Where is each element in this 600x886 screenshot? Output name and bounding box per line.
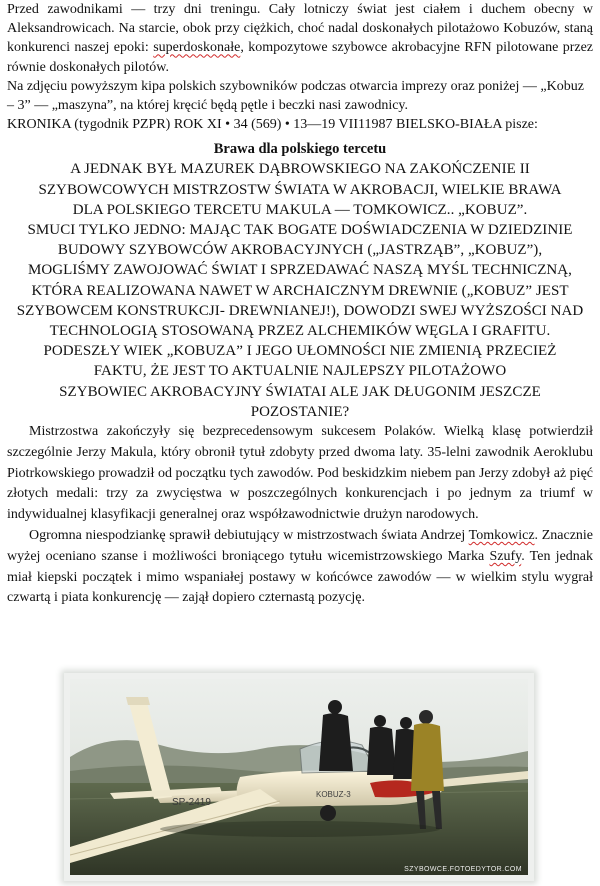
intro-text-1: Przed zawodnikami — trzy dni treningu. Cały lotniczy świat jest ciałem i duchem obecny w Aleksandrowicach. Na starcie, obok przy ciężkich, choć nadal doskonałych pilotażowo Kobuzów, staną konkurenci naszej epoki: [7, 2, 593, 56]
glider-photo [70, 679, 528, 875]
article-headline-caps [7, 159, 593, 422]
spellcheck-word: Tomkowicz [468, 528, 535, 544]
glider-registration: SP-2419 [172, 797, 211, 808]
caps-line: MOGLIŚMY ZAWOJOWAĆ ŚWIAT I SPRZEDAWAĆ NASZĄ MYŚL TECHNICZNĄ, [28, 262, 572, 279]
caps-line: TECHNOLOGIĄ STOSOWANĄ PRZEZ ALCHEMIKÓW WĘGLA I GRAFITU. [49, 323, 551, 340]
spellcheck-word: Szufy [489, 548, 522, 564]
article-paragraph-2 [7, 526, 593, 609]
caps-line: BUDOWY SZYBOWCÓW AKROBACYJNYCH („JASTRZĄB”, „KOBUZ”), [57, 242, 543, 259]
glider-photo-frame [64, 673, 534, 881]
caps-line: DLA POLSKIEGO TERCETU MAKULA — TOMKOWICZ.. „KOBUZ”. [72, 201, 528, 218]
article-paragraph-1: Mistrzostwa zakończyły się bezprecedensowym sukcesem Polaków. Wielką klasę potwierdził szczególnie Jerzy Makula, który obronił tytuł zdobyty przed dwoma laty. 35-lelni zawodnik Aeroklubu Piotrkowskiego prowadził od początku tych zawodów. Pod beskidzkim niebem pan Jerzy zdobył aż pięć złotych medali: trzy za zwycięstwa w poszczególnych konkurencjach i po jednym za triumf w indywidualnej klasyfikacji generalnej oraz współzawodnictwie drużyn narodowych. [7, 424, 593, 523]
caps-line: SZYBOWCEM KONSTRUKCJI- DREWNIANEJ!), DOWODZI SWEJ WYŻSZOŚCI NAD [16, 302, 584, 319]
caps-line: PODESZŁY WIEK „KOBUZA” I JEGO UŁOMNOŚCI NIE ZMIENIĄ PRZECIEŻ [43, 343, 557, 360]
spellcheck-word: superdoskonałe [153, 40, 241, 56]
caps-line: A JEDNAK BYŁ MAZUREK DĄBROWSKIEGO NA ZAKOŃCZENIE II [70, 161, 530, 178]
photo-watermark: SZYBOWCE.FOTOEDYTOR.COM [404, 866, 522, 873]
para2-text: . Ten jednak miał kiepski początek i mimo wspaniałej postawy w końcówce zawodów — w wielkim stylu wygrał czwartą i piata konkurencję — zajął dopiero czternastą pozycję. [7, 548, 594, 606]
para2-text: . Znacznie wyżej oceniano szanse i możliwości broniącego tytułu wicemistrzowskiego Marka [7, 528, 594, 564]
glider-photo-illustration [70, 679, 528, 875]
para2-text: Ogromna niespodziankę sprawił debiutujący w mistrzostwach świata Andrzej [29, 528, 469, 544]
intro-paragraph [7, 0, 593, 77]
caps-line: SZYBOWCOWYCH MISTRZOSTW ŚWIATA W AKROBACJI, WIELKIE BRAWA [38, 181, 562, 198]
caps-line: FAKTU, ŻE JEST TO AKTUALNIE NAJLEPSZY PILOTAŻOWO [93, 363, 507, 380]
source-citation: KRONIKA (tygodnik PZPR) ROK XI • 34 (569) • 13—19 VII11987 BIELSKO-BIAŁA pisze: [7, 117, 538, 133]
caps-line: KTÓRA REALIZOWANA NAWET W ARCHAICZNYM DREWNIE („KOBUZ” JEST [31, 282, 569, 299]
caps-line: SMUCI TYLKO JEDNO: MAJĄC TAK BOGATE DOŚWIADCZENIA W DZIEDZINIE [27, 222, 573, 239]
glider-name: KOBUZ-3 [316, 790, 351, 799]
document-page [7, 0, 593, 609]
photo-description: Na zdjęciu powyższym kipa polskich szybowników podczas otwarcia imprezy oraz poniżej — „Kobuz – 3” — „maszyna”, na której kręcić będą pętle i beczki nasi zawodnicy. [7, 78, 584, 114]
intro-text-1-end: , kompozytowe szybowce akrobacyjne RFN pilotowane przez równie doskonałych pilotów. [7, 40, 594, 75]
caps-line: POZOSTANIE? [250, 403, 350, 420]
article-title: Brawa dla polskiego tercetu [213, 141, 387, 158]
caps-line: SZYBOWIEC AKROBACYJNY ŚWIATAI ALE JAK DŁUGONIM JESZCZE [59, 383, 541, 400]
